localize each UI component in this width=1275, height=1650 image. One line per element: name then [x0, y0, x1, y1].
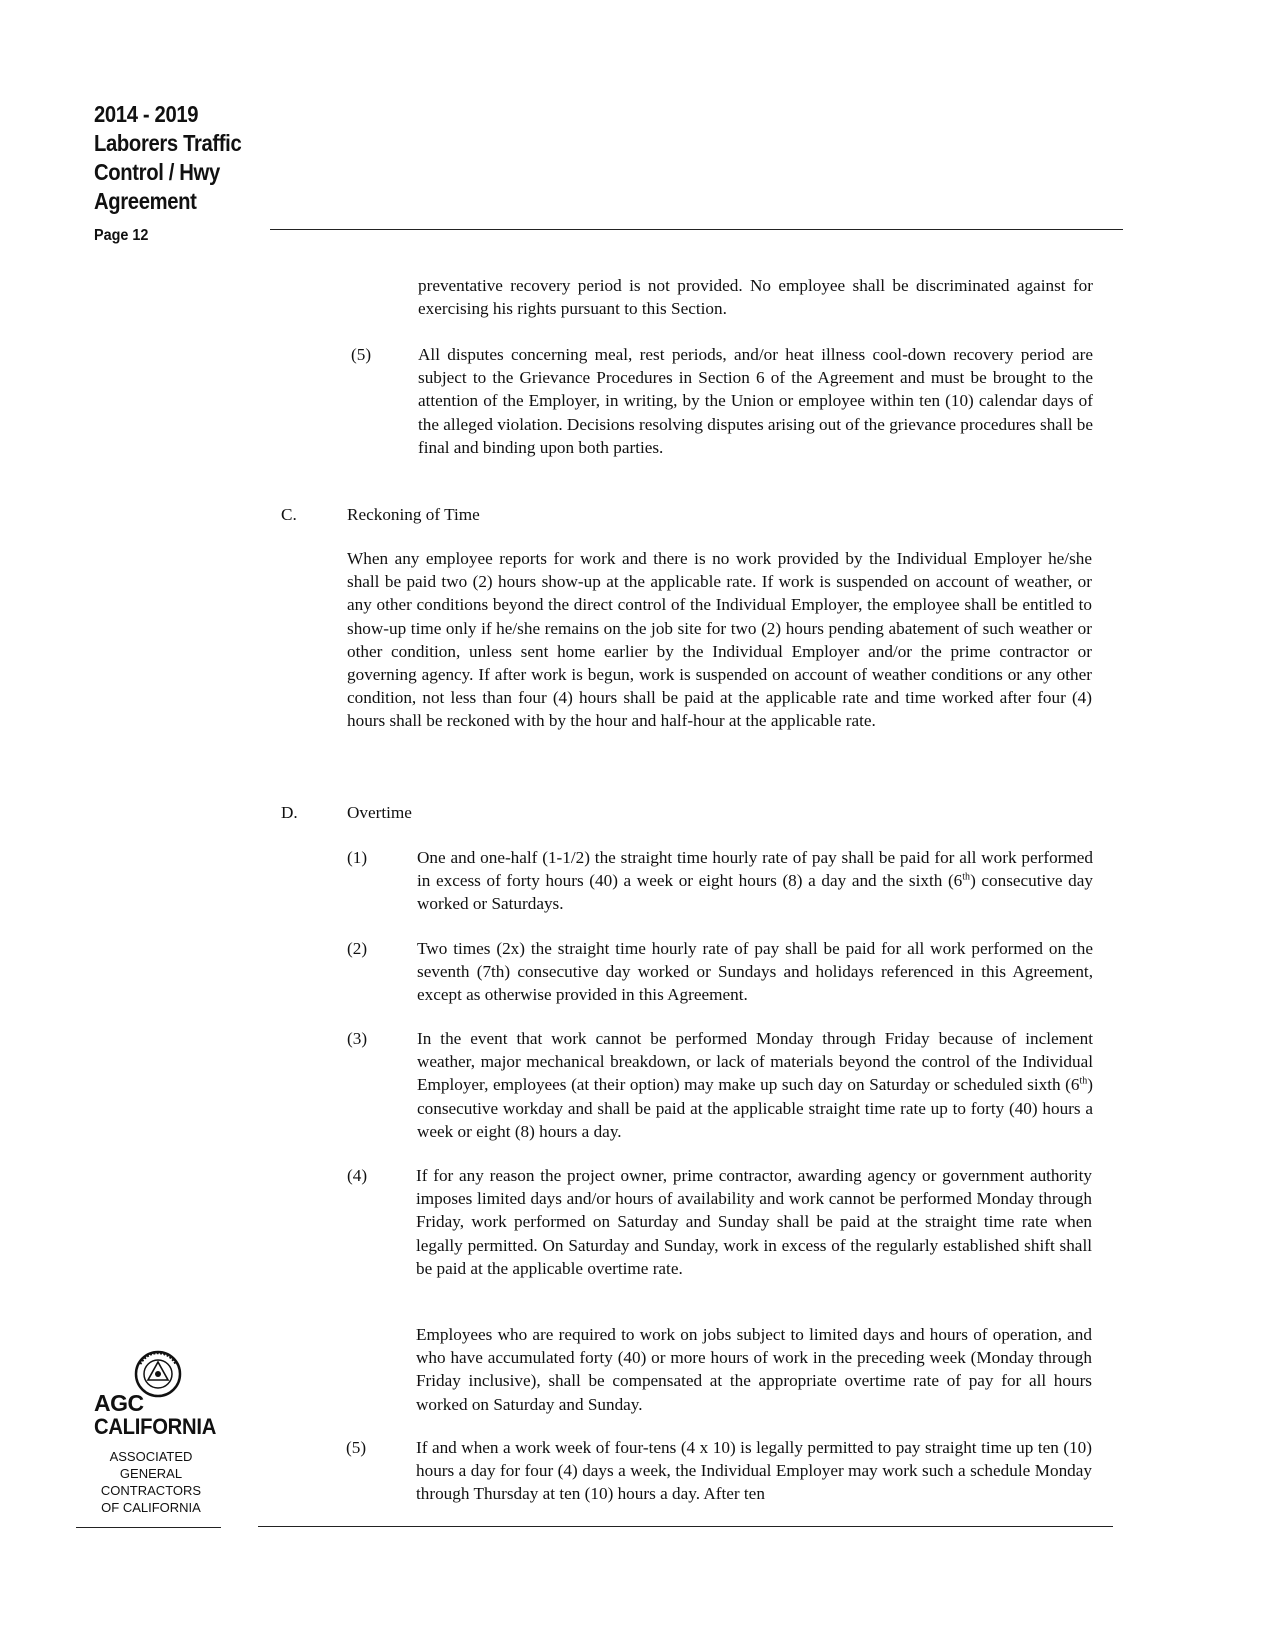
page-number: Page 12 — [94, 227, 149, 244]
section-d-title: Overtime — [347, 803, 412, 822]
section-c-title: Reckoning of Time — [347, 505, 480, 524]
title-line-years: 2014 - 2019 — [94, 101, 199, 127]
logo-california-text: CALIFORNIA — [94, 1414, 217, 1439]
d-item-3-text-a: In the event that work cannot be performed Monday through Friday because of inclement weather, major mechanical breakdown, or lack of materials beyond the control of the Individual Employer, employees (at their option) may make up such day on Saturday or scheduled sixth (6 — [417, 1029, 1093, 1095]
d-item-4-number: (4) — [347, 1166, 368, 1185]
title-line-control: Control / Hwy — [94, 159, 220, 185]
d-item-1-sup: th — [962, 871, 971, 883]
d-item-3-sup: th — [1079, 1075, 1088, 1087]
d-item-4-paragraph-2: Employees who are required to work on jobs subject to limited days and hours of operation, and who have accumulated forty (40) or more hours of work in the preceding week (Monday through Friday inclusive), shall be compensated at the appropriate overtime rate of pay for all hours worked on Saturday and Sunday. — [416, 1325, 1092, 1414]
document-title — [94, 100, 270, 216]
logo-name-line-4: OF CALIFORNIA — [101, 1500, 201, 1515]
section-c-letter: C. — [281, 505, 297, 524]
section-d-letter: D. — [281, 803, 298, 822]
d-item-2-number: (2) — [347, 939, 368, 958]
logo-organization-name — [86, 1448, 216, 1516]
d-item-1-text-a: One and one-half (1-1/2) the straight time hourly rate of pay shall be paid for all work performed in excess of forty hours (40) a week or eight hours (8) a day and the sixth (6 — [417, 848, 1093, 891]
d-item-5-text: If and when a work week of four-tens (4 x 10) is legally permitted to pay straight time up ten (10) hours a day for four (4) days a week, the Individual Employer may work such a schedule Monday through Thursday at ten (10) hours a day. After ten — [416, 1438, 1092, 1504]
item-5-text: All disputes concerning meal, rest periods, and/or heat illness cool-down recovery period are subject to the Grievance Procedures in Section 6 of the Agreement and must be brought to the attention of the Employer, in writing, by the Union or employee within ten (10) calendar days of the alleged violation. Decisions resolving disputes arising out of the grievance procedures shall be final and binding upon both parties. — [418, 345, 1093, 457]
d-item-1-text — [417, 846, 1093, 916]
d-item-3-text — [417, 1027, 1093, 1143]
section-c-text: When any employee reports for work and there is no work provided by the Individual Employer he/she shall be paid two (2) hours show-up at the applicable rate. If work is suspended on account of weather, or any other conditions beyond the direct control of the Individual Employer, the employee shall be entitled to show-up time only if he/she remains on the job site for two (2) hours pending abatement of such weather or other condition, unless sent home earlier by the Individual Employer and/or the prime contractor or governing agency. If after work is begun, work is suspended on account of weather conditions or any other condition, not less than four (4) hours shall be paid at the applicable rate and time worked after four (4) hours shall be reckoned with by the hour and half-hour at the applicable rate. — [347, 549, 1092, 731]
logo-name-line-2: GENERAL — [119, 1466, 183, 1481]
footer-rule-left — [76, 1527, 221, 1528]
item-5-number: (5) — [351, 345, 372, 364]
d-item-1-number: (1) — [347, 848, 368, 867]
d-item-5-number: (5) — [346, 1438, 367, 1457]
d-item-2-text: Two times (2x) the straight time hourly rate of pay shall be paid for all work performed on the seventh (7th) consecutive day worked or Sundays and holidays referenced in this Agreement, except as otherwise provided in this Agreement. — [417, 939, 1093, 1005]
logo-name-line-1: ASSOCIATED — [109, 1449, 193, 1464]
header-rule — [270, 229, 1123, 230]
title-line-agreement: Agreement — [94, 188, 197, 214]
logo-agc-text: AGC — [94, 1390, 144, 1416]
continuation-paragraph: preventative recovery period is not provided. No employee shall be discriminated against for exercising his rights pursuant to this Section. — [418, 276, 1093, 319]
d-item-4-text: If for any reason the project owner, prime contractor, awarding agency or government authority imposes limited days and/or hours of availability and work cannot be performed Monday through Friday, work performed on Saturday and Sunday shall be paid at the straight time rate when legally permitted. On Saturday and Sunday, work in excess of the regularly established shift shall be paid at the applicable overtime rate. — [416, 1166, 1092, 1278]
d-item-1-text-b: ) consecutive day worked or Saturdays. — [417, 871, 1093, 914]
d-item-3-number: (3) — [347, 1029, 368, 1048]
d-item-3-text-b: ) consecutive workday and shall be paid at the applicable straight time rate up to forty (40) hours a week or eight (8) hours a day. — [417, 1075, 1093, 1141]
footer-rule — [258, 1526, 1113, 1527]
title-line-laborers: Laborers Traffic — [94, 130, 242, 156]
logo-name-line-3: CONTRACTORS — [100, 1483, 202, 1498]
